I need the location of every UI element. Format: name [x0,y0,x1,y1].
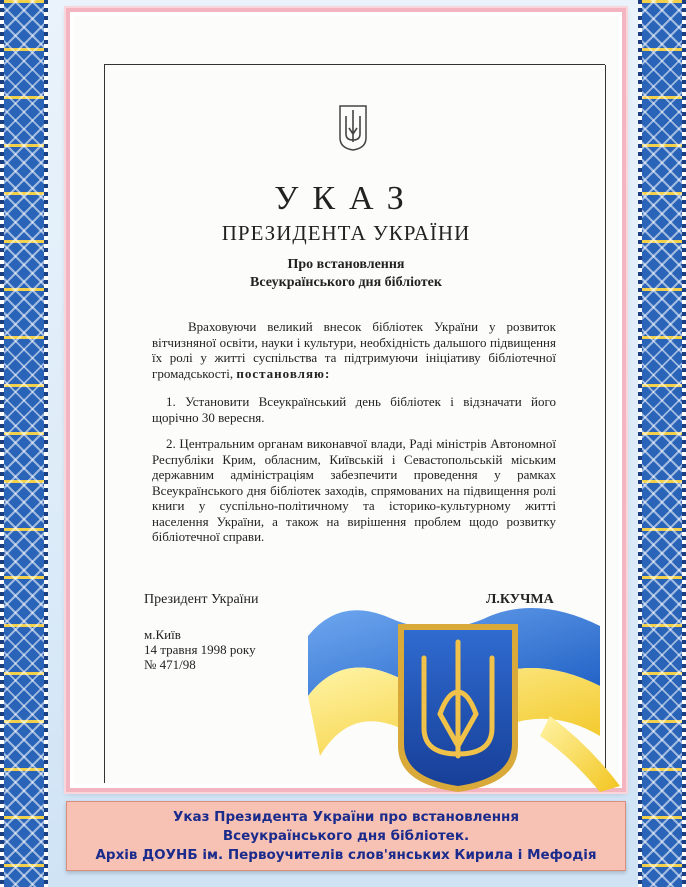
decree-number: № 471/98 [144,657,196,672]
ukrainian-flag-icon [300,596,630,796]
city: м.Київ [144,627,181,642]
paragraph-item-2: 2. Центральним органам виконавчої влади, Раді міністрів Автономної Республіки Крим, обласним, Київській і Севастопольській міським державним адміністраціям забезпечити проведення у рамках Всеукраїнського дня бібліотек заходів, спрямованих на підвищення ролі книги у суспільно-політичному та історико-культурному житті населення України, а також на вирішення проблем щодо розвитку бібліотечної справи. [152,436,556,544]
subject-line-2: Всеукраїнського дня бібліотек [250,275,442,290]
paragraph-item-1: 1. Установити Всеукраїнський день бібліотек і відзначати його щорічно 30 вересня. [152,394,556,425]
ornament-band-left [0,0,48,887]
decree-title: УКАЗ [274,180,418,217]
preamble-text: Враховуючи великий внесок бібліотек України у розвиток вітчизняної освіти, науки і культури, необхідність дальшого підвищення їх ролі у житті суспільства та підтримуючи ініціативу бібліотечної громадськості, [152,319,556,381]
subject-line-1: Про встановлення [287,257,405,272]
decree-subject [74,256,618,292]
signature-name: Л.КУЧМА [486,592,554,607]
paragraph-preamble [152,319,556,381]
date: 14 травня 1998 року [144,642,256,657]
place-date-number [144,627,256,672]
image-caption [66,801,626,871]
decree-subtitle: ПРЕЗИДЕНТА УКРАЇНИ [221,221,471,245]
ornament-band-right [638,0,686,887]
signature-title: Президент України [144,592,259,607]
decree-word: постановляю: [236,365,331,381]
trident-emblem-icon [338,104,368,152]
caption-line-1: Указ Президента України про встановлення [172,809,520,825]
caption-line-2: Всеукраїнського дня бібліотек. [222,828,470,844]
caption-line-3: Архів ДОУНБ ім. Первоучителів слов'янських Кирила і Мефодія [95,847,597,863]
